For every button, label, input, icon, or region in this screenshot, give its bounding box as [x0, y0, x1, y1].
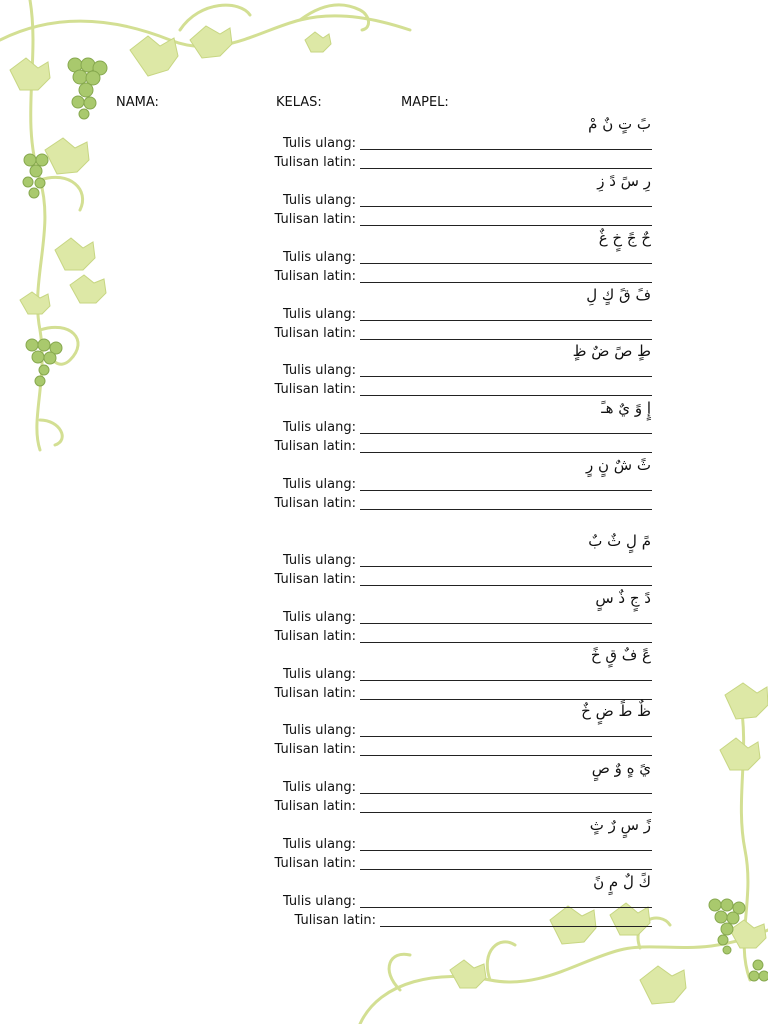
- exercise-group: [0, 229, 768, 286]
- tulisan-latin-row: [0, 324, 652, 342]
- tulis-ulang-answer-line[interactable]: [360, 422, 652, 434]
- exercise-group: [0, 115, 768, 172]
- tulis-ulang-row: [0, 665, 652, 683]
- tulisan-latin-row: [0, 267, 652, 285]
- tulisan-latin-row: [0, 854, 652, 872]
- tulis-ulang-row: [0, 305, 652, 323]
- exercise-group: [0, 816, 768, 873]
- exercise-group: [0, 873, 768, 930]
- tulis-ulang-answer-line[interactable]: [360, 612, 652, 624]
- tulis-ulang-row: [0, 134, 652, 152]
- tulis-ulang-row: [0, 551, 652, 569]
- arabic-letters: فً قً كٍ لِ: [586, 286, 651, 304]
- tulisan-latin-row: [0, 911, 652, 929]
- tulis-ulang-answer-line[interactable]: [360, 479, 652, 491]
- tulis-ulang-label: Tulis ulang:: [282, 193, 356, 208]
- exercise-group: [0, 702, 768, 759]
- tulis-ulang-answer-line[interactable]: [360, 252, 652, 264]
- tulisan-latin-answer-line[interactable]: [360, 744, 652, 756]
- tulis-ulang-row: [0, 248, 652, 266]
- tulisan-latin-label: Tulisan latin:: [274, 269, 356, 284]
- tulisan-latin-label: Tulisan latin:: [274, 629, 356, 644]
- tulis-ulang-label: Tulis ulang:: [282, 610, 356, 625]
- tulisan-latin-answer-line[interactable]: [360, 441, 652, 453]
- tulis-ulang-label: Tulis ulang:: [282, 553, 356, 568]
- tulis-ulang-answer-line[interactable]: [360, 138, 652, 150]
- arabic-letters: حٌ جً خٍ غٌ: [598, 229, 651, 247]
- tulisan-latin-answer-line[interactable]: [360, 858, 652, 870]
- nama-label: NAMA:: [116, 95, 159, 110]
- tulis-ulang-label: Tulis ulang:: [282, 250, 356, 265]
- tulis-ulang-row: [0, 475, 652, 493]
- kelas-label: KELAS:: [276, 95, 322, 110]
- tulis-ulang-label: Tulis ulang:: [282, 136, 356, 151]
- tulisan-latin-answer-line[interactable]: [360, 801, 652, 813]
- tulis-ulang-label: Tulis ulang:: [282, 780, 356, 795]
- tulisan-latin-label: Tulisan latin:: [274, 155, 356, 170]
- tulis-ulang-answer-line[interactable]: [360, 309, 652, 321]
- exercise-group: [0, 456, 768, 513]
- tulis-ulang-label: Tulis ulang:: [282, 667, 356, 682]
- tulis-ulang-label: Tulis ulang:: [282, 894, 356, 909]
- tulisan-latin-answer-line[interactable]: [360, 498, 652, 510]
- arabic-letters: رِ سً دً زِ: [597, 172, 651, 190]
- tulis-ulang-row: [0, 361, 652, 379]
- exercise-group: [0, 646, 768, 703]
- arabic-letters: عً فٌ قٍ خً: [590, 646, 651, 664]
- exercise-group: [0, 172, 768, 229]
- tulis-ulang-row: [0, 721, 652, 739]
- tulisan-latin-label: Tulisan latin:: [274, 382, 356, 397]
- tulisan-latin-label: Tulisan latin:: [274, 686, 356, 701]
- tulisan-latin-label: Tulisan latin:: [274, 572, 356, 587]
- arabic-letters: دً جٍ ذٌ سٍ: [595, 589, 651, 607]
- tulisan-latin-label: Tulisan latin:: [274, 212, 356, 227]
- tulisan-latin-row: [0, 627, 652, 645]
- tulisan-latin-row: [0, 437, 652, 455]
- mapel-label: MAPEL:: [401, 95, 449, 110]
- tulis-ulang-row: [0, 191, 652, 209]
- arabic-letters: زً سٍ رٌ ثٍ: [589, 816, 651, 834]
- tulis-ulang-label: Tulis ulang:: [282, 420, 356, 435]
- tulisan-latin-answer-line[interactable]: [380, 915, 652, 927]
- tulis-ulang-label: Tulis ulang:: [282, 307, 356, 322]
- tulis-ulang-label: Tulis ulang:: [282, 477, 356, 492]
- tulisan-latin-label: Tulisan latin:: [274, 799, 356, 814]
- tulis-ulang-label: Tulis ulang:: [282, 363, 356, 378]
- tulisan-latin-answer-line[interactable]: [360, 157, 652, 169]
- arabic-letters: مً لٍ ثٌ بٌ: [588, 532, 651, 550]
- tulis-ulang-row: [0, 835, 652, 853]
- arabic-letters: كً لٌ مٍ نً: [593, 873, 651, 891]
- exercise-group: [0, 532, 768, 589]
- tulis-ulang-answer-line[interactable]: [360, 365, 652, 377]
- arabic-letters: بً تٍ نٌ مْ: [588, 115, 651, 133]
- tulisan-latin-row: [0, 740, 652, 758]
- tulisan-latin-label: Tulisan latin:: [294, 913, 376, 928]
- tulisan-latin-row: [0, 153, 652, 171]
- tulis-ulang-label: Tulis ulang:: [282, 723, 356, 738]
- tulisan-latin-answer-line[interactable]: [360, 214, 652, 226]
- tulisan-latin-row: [0, 210, 652, 228]
- tulis-ulang-row: [0, 778, 652, 796]
- exercise-group: [0, 759, 768, 816]
- tulis-ulang-answer-line[interactable]: [360, 782, 652, 794]
- tulis-ulang-answer-line[interactable]: [360, 195, 652, 207]
- tulis-ulang-answer-line[interactable]: [360, 839, 652, 851]
- exercise-group: [0, 589, 768, 646]
- tulisan-latin-row: [0, 380, 652, 398]
- tulis-ulang-row: [0, 608, 652, 626]
- tulisan-latin-answer-line[interactable]: [360, 328, 652, 340]
- exercise-group: [0, 399, 768, 456]
- tulis-ulang-row: [0, 418, 652, 436]
- tulis-ulang-answer-line[interactable]: [360, 725, 652, 737]
- tulisan-latin-label: Tulisan latin:: [274, 496, 356, 511]
- tulis-ulang-answer-line[interactable]: [360, 896, 652, 908]
- exercise-group: [0, 342, 768, 399]
- tulisan-latin-answer-line[interactable]: [360, 631, 652, 643]
- tulis-ulang-row: [0, 892, 652, 910]
- tulisan-latin-label: Tulisan latin:: [274, 439, 356, 454]
- arabic-letters: طٍ صً ضٌ ظٍ: [572, 342, 651, 360]
- tulisan-latin-row: [0, 570, 652, 588]
- arabic-letters: ثً شٌ نٍ رٍ: [586, 456, 651, 474]
- tulisan-latin-answer-line[interactable]: [360, 271, 652, 283]
- tulisan-latin-answer-line[interactable]: [360, 384, 652, 396]
- tulisan-latin-row: [0, 684, 652, 702]
- tulisan-latin-label: Tulisan latin:: [274, 742, 356, 757]
- tulisan-latin-label: Tulisan latin:: [274, 856, 356, 871]
- arabic-letters: إٍ وً يٌ هـً: [601, 399, 651, 417]
- tulis-ulang-answer-line[interactable]: [360, 669, 652, 681]
- tulis-ulang-answer-line[interactable]: [360, 555, 652, 567]
- arabic-letters: ظٌ طً ضٍ خٌ: [581, 702, 651, 720]
- tulisan-latin-row: [0, 494, 652, 512]
- tulisan-latin-answer-line[interactable]: [360, 688, 652, 700]
- tulisan-latin-label: Tulisan latin:: [274, 326, 356, 341]
- tulisan-latin-answer-line[interactable]: [360, 574, 652, 586]
- arabic-letters: يً هٍ وٌ صٍ: [591, 759, 651, 777]
- tulis-ulang-label: Tulis ulang:: [282, 837, 356, 852]
- tulisan-latin-row: [0, 797, 652, 815]
- exercise-group: [0, 286, 768, 343]
